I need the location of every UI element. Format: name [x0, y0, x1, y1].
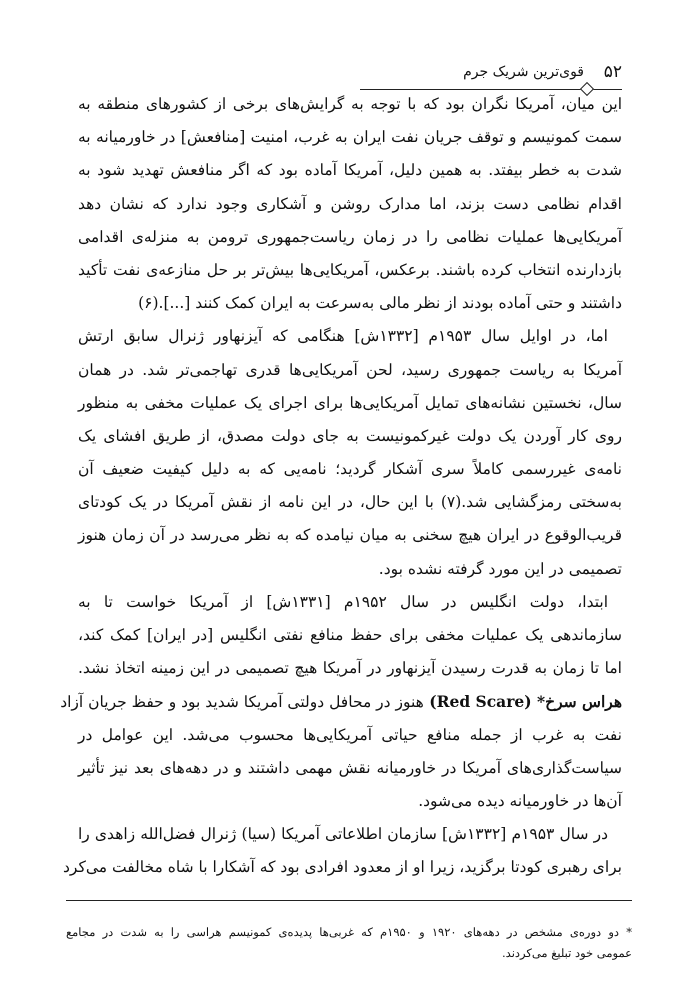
text-line [78, 154, 622, 187]
text-line [78, 420, 622, 453]
text-line [78, 752, 622, 785]
line-text: به‌سختی رمزگشایی شد.(۷) با این حال، در این نامه از نقش آمریکا در یک کودتای [78, 493, 622, 512]
text-line [78, 553, 622, 586]
text-line [78, 254, 622, 287]
line-text: اقدام نظامی دست بزند، اما مدارک روشن و آشکاری وجود ندارد که نشان دهد [78, 194, 622, 213]
line-text: سیاست‌گذاری‌های آمریکا در خاورمیانه نقش مهمی داشتند و در دهه‌های بعد نیز تأثیر [78, 758, 622, 777]
line-text: هنوز در محافل دولتی آمریکا شدید بود و حفظ جریان آزاد [60, 693, 424, 712]
text-line [78, 387, 622, 420]
body-text [60, 88, 622, 885]
text-line [78, 652, 622, 685]
footnote-divider [66, 900, 632, 901]
text-line [60, 685, 622, 718]
text-line [78, 354, 622, 387]
running-header [360, 62, 622, 90]
paragraph [63, 818, 622, 884]
line-text: این میان، آمریکا نگران بود که با توجه به گرایش‌های برخی از کشورهای منطقه به [78, 95, 622, 113]
paragraph [78, 88, 622, 320]
text-line [63, 851, 622, 884]
line-text: سازماندهی یک عملیات مخفی برای حفظ منافع نفتی انگلیس [در ایران] کمک کند، [78, 626, 622, 644]
text-line [78, 619, 622, 652]
text-line [78, 121, 622, 154]
line-text: نامه‌ی غیررسمی کاملاً سری آشکار گردید؛ نامه‌یی که به دلیل کیفیت ضعیف آن [78, 460, 622, 479]
text-line [78, 88, 622, 121]
footnote [66, 922, 632, 964]
text-line [78, 221, 622, 254]
line-text: روی کار آوردن یک دولت غیرکمونیست به جای دولت مصدق، از طریق افشای یک [78, 426, 622, 445]
footnote-line: عمومی خود تبلیغ می‌کردند. [502, 946, 632, 960]
text-line [78, 453, 622, 486]
text-line [78, 486, 622, 519]
line-text: سال، نخستین نشانه‌های تمایل آمریکایی‌ها برای اجرای یک عملیات مخفی به منظور [78, 393, 622, 412]
line-text: قریب‌الوقوع در ایران هیچ سخنی به میان نیامده که به نظر می‌رسد در آن زمان هنوز [78, 526, 622, 545]
line-text: شدت به خطر بیفتد. به همین دلیل، آمریکا آماده بود که اگر منافعش تهدید شود به [78, 161, 622, 180]
text-line [78, 719, 622, 752]
paragraph [78, 320, 622, 586]
line-text: اما، در اوایل سال ۱۹۵۳م [۱۳۳۲ش] هنگامی که آیزنهاور ژنرال سابق ارتش [78, 327, 608, 346]
text-line [78, 818, 622, 851]
line-text: آمریکا به ریاست جمهوری رسید، لحن آمریکایی‌ها قدری تهاجمی‌تر شد. در همان [78, 360, 622, 379]
line-text: آمریکایی‌ها عملیات نظامی را در زمان ریاست‌جمهوری ترومن به منزله‌ی اقدامی [78, 227, 622, 246]
line-text: تصمیمی در این مورد گرفته نشده بود. [378, 559, 622, 578]
line-text: سمت کمونیسم و توقف جریان نفت ایران به غرب، امنیت [منافعش] در خاورمیانه به [78, 128, 622, 147]
footnote-line: * دو دوره‌ی مشخص در دهه‌های ۱۹۲۰ و ۱۹۵۰م که غربی‌ها پدیده‌ی کمونیسم هراسی را به شدت در مجامع [66, 925, 632, 939]
line-text: اما تا زمان به قدرت رسیدن آیزنهاور در آمریکا هیچ تصمیمی در این زمینه اتخاذ نشد. [78, 659, 622, 678]
text-line [78, 287, 622, 320]
line-text: برای رهبری کودتا برگزید، زیرا او از معدود افرادی بود که آشکارا با شاه مخالفت می‌کرد [63, 858, 622, 877]
text-line [78, 785, 622, 818]
page-number: ۵۲ [603, 62, 622, 82]
text-line [78, 320, 622, 353]
running-title: قوی‌ترین شریک جرم [463, 64, 584, 80]
line-text: ابتدا، دولت انگلیس در سال ۱۹۵۲م [۱۳۳۱ش] از آمریکا خواست تا به [78, 592, 608, 611]
bold-term: هراس سرخ* (Red Scare) [423, 692, 622, 712]
text-line [78, 586, 622, 619]
line-text: نفت به غرب از جمله منافع حیاتی آمریکایی‌ها محسوب می‌شد. این عوامل در [78, 725, 622, 744]
line-text: آن‌ها در خاورمیانه دیده می‌شود. [418, 791, 622, 810]
text-line [78, 519, 622, 552]
line-text: داشتند و حتی آماده بودند از نظر مالی به‌سرعت به ایران کمک کنند [...].(۶) [138, 294, 622, 313]
line-text: بازدارنده انتخاب کرده باشند. برعکس، آمریکایی‌ها بیش‌تر بر حل منازعه‌ی نفت تأکید [78, 260, 622, 279]
paragraph [60, 586, 622, 818]
text-line [78, 188, 622, 221]
line-text: در سال ۱۹۵۳م [۱۳۳۲ش] سازمان اطلاعاتی آمریکا (سیا) ژنرال فضل‌الله زاهدی را [78, 825, 608, 844]
